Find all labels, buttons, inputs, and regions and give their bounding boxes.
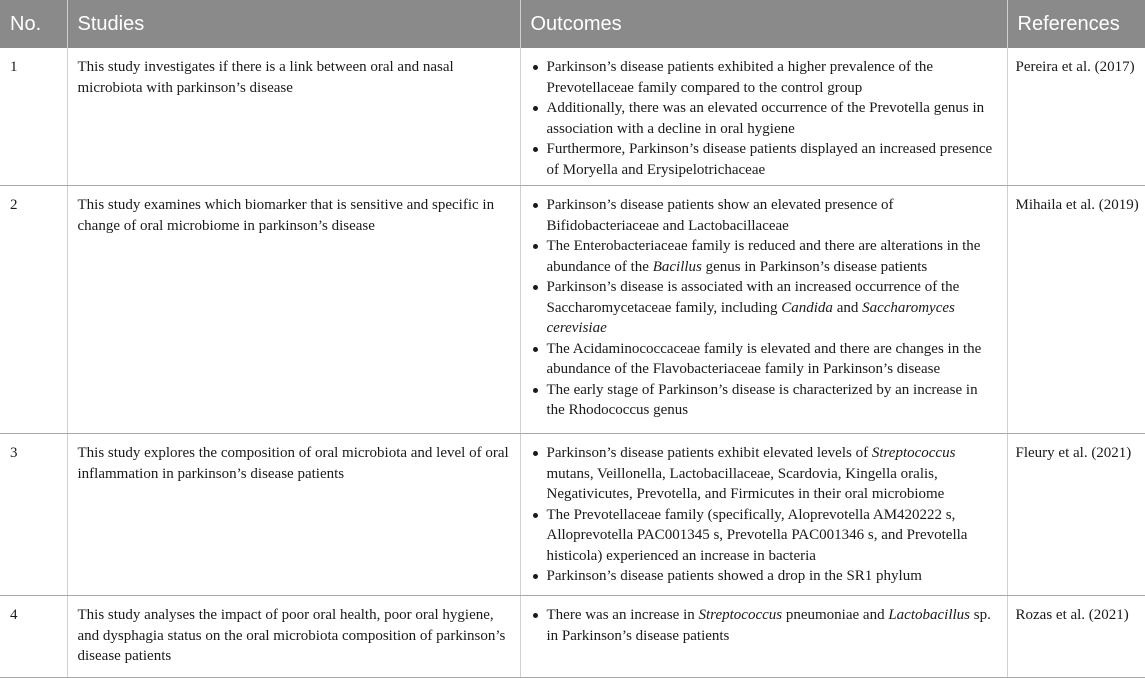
table-header-row bbox=[0, 0, 1145, 48]
outcome-italic-text: Lactobacillus bbox=[888, 607, 970, 623]
outcome-italic-text: Saccharomyces cerevisiae bbox=[546, 299, 955, 336]
outcome-item bbox=[531, 339, 997, 380]
outcome-item bbox=[531, 277, 997, 339]
study-description: This study analyses the impact of poor oral health, poor oral hygiene, and dysphagia status on the oral microbiota composition of parkinson’s disease patients bbox=[67, 596, 520, 678]
outcomes-list bbox=[531, 443, 997, 587]
header-references: References bbox=[1007, 0, 1145, 48]
outcome-text: Parkinson’s disease is associated with an increased occurrence of the Saccharomycetaceae family, including bbox=[546, 279, 960, 316]
outcome-item bbox=[531, 195, 997, 236]
outcomes-list bbox=[531, 195, 997, 421]
study-description: This study investigates if there is a link between oral and nasal microbiota with parkinson’s disease bbox=[67, 48, 520, 186]
header-no: No. bbox=[0, 0, 67, 48]
outcome-text: Parkinson’s disease patients show an elevated presence of Bifidobacteriaceae and Lactobacillaceae bbox=[546, 197, 894, 234]
outcome-item bbox=[531, 505, 997, 567]
table-row bbox=[0, 434, 1145, 596]
header-studies: Studies bbox=[67, 0, 520, 48]
reference-citation: Pereira et al. (2017) bbox=[1007, 48, 1145, 186]
outcome-text: and bbox=[832, 299, 863, 316]
outcome-text: mutans, Veillonella, Lactobacillaceae, Scardovia, Kingella oralis, Negativicutes, Prevotella, and Firmicutes in their oral microbiome bbox=[546, 465, 945, 502]
outcome-text: genus in Parkinson’s disease patients bbox=[701, 258, 928, 275]
outcome-item bbox=[531, 443, 997, 505]
outcome-item bbox=[531, 566, 997, 587]
table-row bbox=[0, 48, 1145, 186]
table-row bbox=[0, 596, 1145, 678]
row-number: 1 bbox=[0, 48, 67, 186]
outcome-item bbox=[531, 57, 997, 98]
outcome-text: pneumoniae and bbox=[782, 607, 889, 623]
outcome-text: The early stage of Parkinson’s disease is characterized by an increase in the Rhodococcus genus bbox=[546, 381, 978, 418]
outcome-text: Parkinson’s disease patients exhibit elevated levels of bbox=[546, 445, 872, 461]
outcome-text: Additionally, there was an elevated occurrence of the Prevotella genus in association with a decline in oral hygiene bbox=[546, 100, 985, 137]
row-number: 2 bbox=[0, 186, 67, 434]
outcome-italic-text: Bacillus bbox=[652, 258, 702, 275]
outcome-italic-text: Candida bbox=[781, 299, 833, 316]
header-outcomes: Outcomes bbox=[520, 0, 1007, 48]
outcomes-cell bbox=[520, 596, 1007, 678]
study-description: This study examines which biomarker that is sensitive and specific in change of oral microbiome in parkinson’s disease bbox=[67, 186, 520, 434]
outcome-text: sp. in Parkinson’s disease patients bbox=[546, 607, 991, 644]
outcome-item bbox=[531, 236, 997, 277]
outcomes-cell bbox=[520, 434, 1007, 596]
study-description: This study explores the composition of oral microbiota and level of oral inflammation in parkinson’s disease patients bbox=[67, 434, 520, 596]
table-row bbox=[0, 186, 1145, 434]
outcome-item bbox=[531, 98, 997, 139]
outcome-text: The Enterobacteriaceae family is reduced and there are alterations in the abundance of the bbox=[546, 238, 981, 275]
outcome-text: There was an increase in bbox=[546, 607, 699, 623]
outcome-italic-text: Streptococcus bbox=[871, 445, 956, 461]
reference-citation: Fleury et al. (2021) bbox=[1007, 434, 1145, 596]
outcome-text: The Acidaminococcaceae family is elevated and there are changes in the abundance of the Flavobacteriaceae family in Parkinson’s disease bbox=[546, 340, 982, 377]
outcomes-list bbox=[531, 57, 997, 180]
outcome-item bbox=[531, 605, 997, 646]
outcome-item bbox=[531, 380, 997, 421]
outcome-text: Parkinson’s disease patients exhibited a higher prevalence of the Prevotellaceae family compared to the control group bbox=[546, 59, 934, 96]
outcome-text: Parkinson’s disease patients showed a drop in the SR1 phylum bbox=[546, 568, 922, 584]
outcomes-list bbox=[531, 605, 997, 646]
outcomes-cell bbox=[520, 48, 1007, 186]
reference-citation: Mihaila et al. (2019) bbox=[1007, 186, 1145, 434]
row-number: 4 bbox=[0, 596, 67, 678]
outcome-italic-text: Streptococcus bbox=[698, 607, 783, 623]
outcome-item bbox=[531, 139, 997, 180]
outcome-text: Furthermore, Parkinson’s disease patients displayed an increased presence of Moryella and Erysipelotrichaceae bbox=[546, 141, 993, 178]
reference-citation: Rozas et al. (2021) bbox=[1007, 596, 1145, 678]
row-number: 3 bbox=[0, 434, 67, 596]
outcome-text: The Prevotellaceae family (specifically, Aloprevotella AM420222 s, Alloprevotella PAC001345 s, Prevotella PAC001346 s, and Prevotella histicola) experienced an increase in bacteria bbox=[546, 506, 968, 564]
outcomes-cell bbox=[520, 186, 1007, 434]
